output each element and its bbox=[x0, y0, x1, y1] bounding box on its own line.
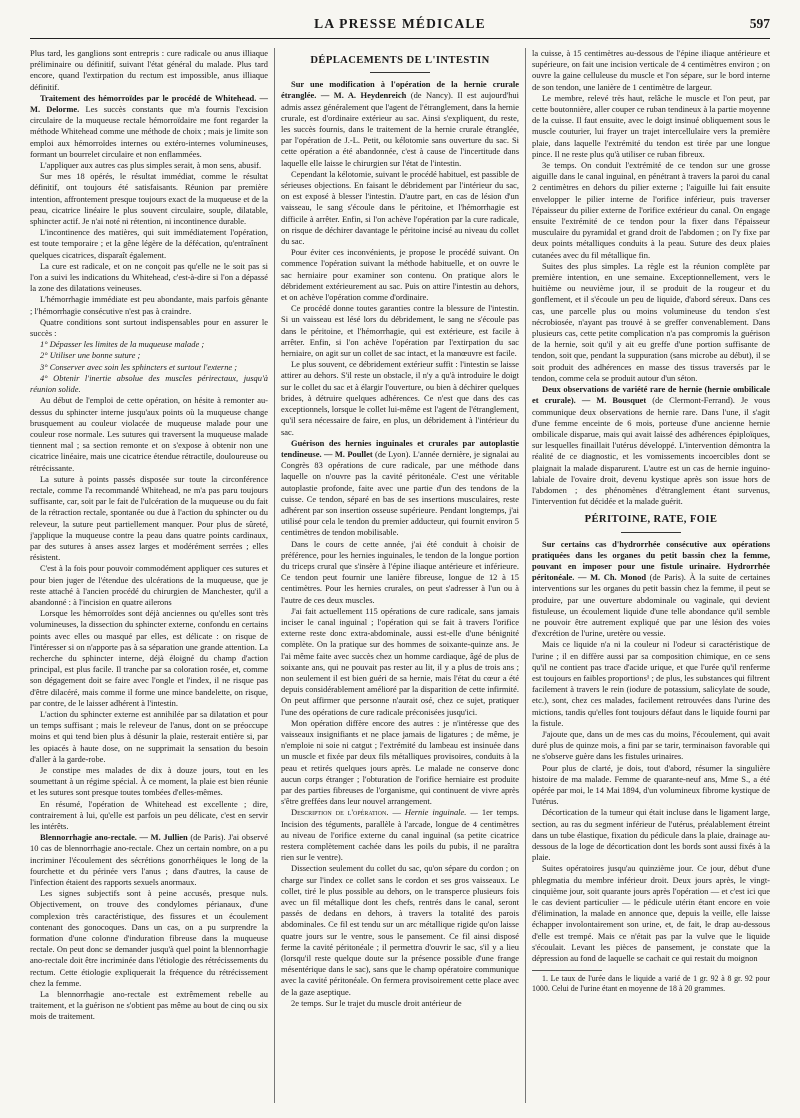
column-right bbox=[532, 48, 770, 1106]
list-item bbox=[30, 373, 268, 395]
paragraph: la cuisse, à 15 centimètres au-dessous de l'épine iliaque antérieure et supérieure, on fait une incision verticale de 4 centimètres environ ; on ouvre la gaine celluleuse du muscle et l'on sépare, sur le bord interne de son tendon, une lanière de 1 centimètre de largeur. bbox=[532, 48, 770, 92]
paragraph: L'action du sphincter externe est annihilée par sa dilatation et pour un temps suffisant ; mais le releveur de l'anus, dont on se préoccupe moins et qui tend bien plus à désunir la plaie, resterait entière si, par les opiacés à haute dose, on ne supprimait la sensation du besoin d'aller à la garde-robe. bbox=[30, 708, 268, 764]
paragraph-text: Les succès constants que m'a fournis l'excision circulaire de la muqueuse rectale hémorroïdaire me font regarder la méthode Whitehead comme une méthode de choix ; mais je limite son emploi aux hémorroïdes internes ou extéro-internes volumineuses, formant un bourrelet circulaire et non enflammées. bbox=[30, 104, 268, 159]
paragraph-text: (de Paris). J'ai observé 10 cas de blennorrhagie ano-rectale. Chez un certain nombre, on a pu incriminer l'écoulement des sécrétions gonorrhéiques le long de la fourchette et du périnée vers l'anus ; dans d'autres, la cause de l'infection étaient des rapports sexuels anormaux. bbox=[30, 832, 268, 888]
paragraph: Décortication de la tumeur qui était incluse dans le ligament large, section, au ras du segment inférieur de l'utérus, préalablement étreint dans un tube élastique, fixation du pédicule dans la plaie, drainage au-dessous de la loge de décortication dont les bords sont aussi fixés à la plaie. bbox=[532, 807, 770, 863]
paragraph-text: (de Clermont-Ferrand). Je vous communique deux observations de hernie rare. Dans l'une, il s'agit d'une femme enceinte de 6 mois, porteuse d'une ancienne hernie ombilicale disparue, mais qui avait laissé des adhérences épiploïques, sur lesquelles finaillait l'utérus développé. L'intervention démontra la réalité de ce diagnostic, et les vomissements incoercibles dont se plaignait la malade disparurent. L'autre est un cas de hernie inguino-labiale de l'ovaire droit, devenu kystique après son issue hors de l'abdomen ; des phénomènes d'étranglement étant survenus, l'intervention fut décidée et la malade guérit. bbox=[532, 395, 770, 507]
paragraph: Sur mes 18 opérés, le résultat immédiat, comme le résultat définitif, ont toujours été satisfaisants. Réunion par première intention, affrontement presque toujours exact de la muqueuse et de la peau, cicatrice linéaire le plus souvent circulaire, souple, dilatable, sphincter actif. Je n'ai noté ni rétention, ni incontinence durable. bbox=[30, 171, 268, 227]
article-heading: Sur une modification à l'opération de la hernie crurale étranglée. — M. A. Heydenreich bbox=[281, 79, 519, 101]
list-item bbox=[30, 350, 268, 361]
paragraph: Les signes subjectifs sont à peine accusés, presque nuls. Objectivement, on trouve des condylomes périanaux, d'une complexion très caractéristique, des fissures et un écoulement contenant des gonocoques. Dans un cas, on a pu surprendre la formation d'une colonne d'induration fibreuse dans la muqueuse rectale. On peut donc se demander jusqu'à quel point la blennorrhagie ano-rectale doit être incriminée dans l'étiologie des rétrécissements du rectum. Cette étiologie expliquerait la fréquence du rétrécissement chez la femme. bbox=[30, 888, 268, 988]
description-label: Description de l'opération. — bbox=[291, 807, 401, 818]
paragraph: Le membre, relevé très haut, relâche le muscle et l'on peut, par cette boutonnière, aller couper ce ruban tendineux à la partie moyenne de la cuisse. Il faut ensuite, avec le doigt insinué obliquement sous le muscle couturier, lui frayer un trajet intercellulaire vers la première plaie, dans laquelle l'extrémité du tendon est tirée par une longue pince. Il ne reste plus qu'à utiliser ce ruban fibreux. bbox=[532, 92, 770, 159]
list-item-text: 1° Dépasser les limites de la muqueuse malade ; bbox=[40, 339, 205, 350]
paragraph-text: 1er temps. Incision des téguments, parallèle à l'arcade, longue de 4 centimètres au niveau de l'orifice externe du canal inguinal (sa petite cicatrice restera complètement cachée dans les poils du pubis, il ne paraîtra rien sur le ventre). bbox=[281, 807, 519, 863]
article-hernie-rare bbox=[532, 384, 770, 507]
article-whitehead bbox=[30, 93, 268, 160]
paragraph: Pour plus de clarté, je dois, tout d'abord, résumer la singulière histoire de ma malade. Femme de quarante-neuf ans, Mme S., a été opérée par moi, le 14 Mai 1894, d'un volumineux fibrome kystique de l'utérus. bbox=[532, 762, 770, 807]
paragraph: La cure est radicale, et on ne conçoit pas qu'elle ne le soit pas si l'on a suivi les indications du Whitehead, c'est-à-dire si l'on a dépassé la zone des dilatations veineuses. bbox=[30, 260, 268, 294]
list-item-text: 3° Conserver avec soin les sphincters et surtout l'externe ; bbox=[40, 361, 238, 372]
journal-title: LA PRESSE MÉDICALE bbox=[314, 16, 486, 31]
paragraph: En résumé, l'opération de Whitehead est excellente ; dire, contrairement à lui, qu'elle est parfois un peu délicate, c'est en servir les intérêts. bbox=[30, 798, 268, 832]
list-item bbox=[30, 362, 268, 373]
paragraph: Quatre conditions sont surtout indispensables pour en assurer le succès : bbox=[30, 316, 268, 339]
article-heading: Guérison des hernies inguinales et crurales par autoplastie tendineuse. — M. Poullet bbox=[281, 437, 519, 459]
paragraph: Lorsque les hémorroïdes sont déjà anciennes ou qu'elles sont très volumineuses, la dissection du sphincter externe, confondu en certains points avec elles ou masqué par elles, est délicate : on risque de l'intéresser si on n'apporte pas à sa séparation une grande attention. La recherche du sphincter interne, déjà éloigné du champ d'action principal, est plus facile. Il tranche par sa coloration rosée, et, comme son dégagement doit se faire avec l'ongle et l'index, il ne risque pas d'être dilacéré, mais comme il forme une mince bandelette, on risque, par contre, de le laisser adhérent à l'intestin. bbox=[30, 608, 268, 708]
list-item-text: 2° Utiliser une bonne suture ; bbox=[40, 350, 141, 361]
paragraph: Plus tard, les ganglions sont entrepris : cure radicale ou anus illiaque préliminaire ou définitif, suivant l'état général du malade. Plus tard encore, quand l'extirpation du rectum est impossible, anus illiaque définitif. bbox=[30, 48, 268, 92]
paragraph: J'ai fait actuellement 115 opérations de cure radicale, sans jamais inciser le canal inguinal ; l'opération qui se fait à travers l'orifice externe reste donc extra-abdominale, aussi est-elle d'une bénignité complète. On la pratique sur des hommes de soixante-quinze ans. Je l'ai même faite avec succès chez un homme cardiaque, âgé de plus de soixante ans, qui ne pouvait pas rester au lit, il y a plus de trois ans ; non seulement il est bien guéri de sa hernie, mais l'état du cœur a été depuis considérablement amélioré par la disparition de cette infirmité. On peut affirmer que personne n'aurait osé, chez ce sujet, pratiquer l'une des opérations de cure radicale préconisées jusqu'ici. bbox=[281, 605, 519, 717]
paragraph: La suture à points passés disposée sur toute la circonférence rectale, comme l'a recommandé Whitehead, ne m'a pas paru toujours suffisante, car, soit par le fait de l'ulcération de la muqueuse ou du fait de la rétraction rectale, spontanée ou due à l'action du sphincter ou du releveur, la suture peut partiellement manquer. Pour plus de sûreté, j'applique la muqueuse contre la peau dans quatre points cardinaux, par des sutures à anses assez larges et modérément serrées ; elles résistent. bbox=[30, 473, 268, 563]
section-rule bbox=[621, 532, 681, 533]
column-divider bbox=[274, 48, 275, 1103]
article-heading: Deux observations de variété rare de hernie (hernie ombilicale et crurale). — M. Bousquet bbox=[532, 384, 770, 406]
article-autoplastie bbox=[281, 438, 519, 539]
paragraph: Mon opération diffère encore des autres : je n'intéresse que des vaisseaux insignifiants et ne place jamais de ligatures ; de même, je n'emploie ni soie ni catgut ; l'extrémité du lambeau est insinuée dans un muscle et fixée par deux fils métalliques provisoires, conduits à la peau et retirés quelques jours après. Le malade ne conserve donc aucun corps étranger ; l'obturation de l'orifice herniaire est produite par des parties fibreuses de l'organisme, qui continuent de vivre après s'être greffées dans leur nouvel arrangement. bbox=[281, 717, 519, 807]
paragraph-text: (de Lyon). L'année dernière, je signalai au Congrès 83 opérations de cure radicale, par une méthode dans laquelle on n'ouvre pas la cavité péritonéale. C'est une véritable autoplastie profonde, faite avec une partie d'un des tendons de la cuisse. Ce tendon, séparé en bas de ses insertions musculaires, reste adhérent par son insertion osseuse supérieure. Pendant longtemps, j'ai utilisé pour cela le tendon du premier adducteur, qui fournit environ 5 centimètres de tendon mobilisable. bbox=[281, 448, 519, 538]
article-heading: Traitement des hémorroïdes par le procédé de Whitehead. — M. Delorme. bbox=[30, 92, 268, 115]
list-item bbox=[30, 339, 268, 350]
paragraph: L'incontinence des matières, qui suit immédiatement l'opération, est toute temporaire ; et la gêne légère de la défécation, qu'entraînent quelques cicatrices, disparaît également. bbox=[30, 227, 268, 260]
article-blennorrhagie bbox=[30, 832, 268, 888]
article-heading: Sur certains cas d'hydrorrhée consécutive aux opérations pratiquées dans les organes du petit bassin chez la femme, pouvant en imposer pour une fistule urinaire. Hydrorrhée péritonéale. — M. Ch. Monod bbox=[532, 538, 770, 583]
paragraph: Au début de l'emploi de cette opération, on hésite à remonter au-dessus du sphincter interne jusqu'aux points où la muqueuse change brusquement au couleur violacée de muqueuse malade pour une couleur rose normale. Les sutures qui traversent la muqueuse malade tiennent mal ; sa section remonte et on s'expose à obtenir non une cicatrice linéaire, mais une cicatrice étendue rétractile, douloureuse ou rétrécissante. bbox=[30, 395, 268, 473]
section-rule bbox=[370, 72, 430, 73]
column-left bbox=[30, 48, 268, 1106]
article-heading: Blennorrhagie ano-rectale. — M. Jullien bbox=[40, 832, 188, 843]
paragraph: Dissection seulement du collet du sac, qu'on sépare du cordon ; on charge sur l'index ce collet sans le cordon et ses gros vaisseaux. Le collet, tiré le plus possible au dehors, on le transperce plusieurs fois avec un fil métallique dont les chefs, rentrés dans le canal, seront passés de dedans en dehors, à travers la totalité des parois abdominales. Ce fil est tendu sur un arc métallique rigide qu'on laisse quatre jours sur le ventre, sous le pansement. Ce fil ainsi disposé ferme la cavité péritonéale ; il permettra d'ouvrir le sac, s'il y a lieu (lorsqu'il reste quelque doute sur la présence possible d'une frange mésentérique dans le sac), sans que le champ opératoire communique avec la cavité péritonéale. On fermera provisoirement cette place avec de la gaze aseptique. bbox=[281, 863, 519, 997]
footnote: 1. Le taux de l'urée dans le liquide a varié de 1 gr. 92 à 8 gr. 92 pour 1000. Celui de l'urine étant en moyenne de 18 à 20 grammes. bbox=[532, 974, 770, 994]
paragraph-text: (de Nancy). Il est aujourd'hui admis assez généralement que l'agent de l'étranglement, dans la hernie crurale, est d'ordinaire extérieur au sac. Ainsi s'expliquent, du reste, les succès fournis, dans le traitement de la hernie crurale étranglée, par l'opération de J.-L. Petit, ou kélotomie sans ouverture du sac. Si cette opération a été abandonnée, c'est à cause de l'incertitude dans laquelle elle laisse le chirurgien sur l'état de l'intestin. bbox=[281, 90, 519, 168]
paragraph: Je constipe mes malades de dix à douze jours, tout en les soumettant à un régime spécial. À ce moment, la plaie est bien réunie et les sutures sont presque toutes tombées d'elles-mêmes. bbox=[30, 765, 268, 798]
list-item-text: 4° Obtenir l'inertie absolue des muscles périrectaux, jusqu'à réunion solide. bbox=[30, 372, 268, 395]
paragraph: 2e temps. Sur le trajet du muscle droit antérieur de bbox=[291, 997, 462, 1008]
paragraph: Suites opératoires jusqu'au quinzième jour. Ce jour, début d'une phlegmatia du membre inférieur droit. Deux jours après, le vingt-cinquième jour, soit quarante jours après l'opération — et c'est ici que le cas devient particulier — le pédicule utérin étant encore en voie d'élimination, la malade en annonce que, depuis la veille, elle laisse échapper involontairement son urine, et, de fait, le drap au-dessous d'elle est trempé. Mais ce n'était pas par la vulve que le liquide s'écoulait. Levant les pièces de pansement, je constate que la dépression au fond de laquelle se cachait ce qui restait du moignon bbox=[532, 863, 770, 964]
page-number: 597 bbox=[749, 16, 770, 31]
column-divider bbox=[525, 48, 526, 1103]
description-italic: Hernie inguinale. — bbox=[400, 807, 478, 818]
paragraph: C'est à la fois pour pouvoir commodément appliquer ces sutures et pour bien juger de l'étendue des ulcérations de la muqueuse, que je reste attaché à l'ancien procédé du chirurgien de Manchester, qu'il a abandonné : à l'incision en quatre ailerons bbox=[30, 563, 268, 607]
paragraph: Le plus souvent, ce débridement extérieur suffit : l'intestin se laisse attirer au dehors. S'il reste un obstacle, il n'y a qu'à introduire le doigt sur le collet du sac et à élargir l'ouverture, ou bien à déchirer quelques brides, à détruire quelques adhérences. Ce n'est que dans des cas exceptionnels, lorsque le collet lui-même est l'agent de l'étranglement, qu'il sera nécessaire de faire, en plus, un débridement à l'intérieur du sac. bbox=[281, 359, 519, 437]
paragraph: Cependant la kélotomie, suivant le procédé habituel, est passible de sérieuses objections. En faisant le débridement par l'intérieur du sac, on est exposé à blesser l'intestin. D'autre part, en cas de lésion d'un vaisseau, le sang s'écoule dans le péritoine, et l'hémorrhagie est difficile à arrêter. Enfin, si l'on achève l'opération par la cure radicale, on risque de déchirer davantage le péritoine incisé au niveau du collet du sac. bbox=[281, 168, 519, 247]
paragraph: L'appliquer aux autres cas plus simples serait, à mon sens, abusif. bbox=[40, 160, 262, 171]
section-title: DÉPLACEMENTS DE L'INTESTIN bbox=[310, 55, 490, 66]
paragraph: La blennorrhagie ano-rectale est extrêmement rebelle au traitement, et la guérison ne s'obtient pas même au bout de cinq ou six mois de traitement. bbox=[30, 989, 268, 1022]
paragraph-text: (de Paris). À la suite de certaines interventions sur les organes du petit bassin chez la femme, il peut se produire, par une ouverture abdominale ou vaginale, qui devient fistuleuse, un écoulement liquide d'une telle abondance qu'il semble ne pouvoir être autrement expliqué que par une lésion des voies d'excrétion de l'urine, uretère ou vessie. bbox=[532, 572, 770, 639]
column-middle bbox=[281, 48, 519, 1106]
paragraph: Mais ce liquide n'a ni la couleur ni l'odeur si caractéristique de l'urine ; il en diffère aussi par sa composition chimique, en ce sens qu'il ne contient pas trace d'acide urique, et que l'urée qu'il renferme est toujours en faibles proportions¹ ; de plus, les substances qui filtrent facilement à travers le rein (iodure de potassium, salicylate de soude, etc.), sont, chez ces malades, facilement retrouvées dans l'urine des mictions, tandis qu'elles font toujours défaut dans le liquide fourni par la fistule. bbox=[532, 639, 770, 728]
footnote-rule bbox=[532, 970, 602, 971]
paragraph: L'hémorrhagie immédiate est peu abondante, mais parfois gênante ; l'hémorrhagie consécutive n'est pas à craindre. bbox=[30, 294, 268, 316]
paragraph: J'ajoute que, dans un de mes cas du moins, l'écoulement, qui avait duré plus de quinze mois, a fini par se tarir, terminaison favorable qui ne s'observe guère dans les fistules urinaires. bbox=[532, 728, 770, 762]
paragraph: Dans le cours de cette année, j'ai été conduit à choisir de préférence, pour les hernies inguinales, le tendon de la longue portion du triceps crural que s'insère à l'épine iliaque antérieure et inférieure. Ce tendon peut fournir une lanière fibreuse, longue de 12 à 15 centimètres. Pour les hernies crurales, on peut s'adresser à l'un ou à l'autre de ces deux muscles. bbox=[281, 538, 519, 605]
paragraph: 3e temps. On conduit l'extrémité de ce tendon sur une grosse aiguille dans le canal inguinal, en pénétrant à travers la paroi du canal 2 centimètres en dehors du pilier externe ; l'aiguille lui fait ensuite envelopper le pilier interne de l'orifice inférieur, puis traverser l'épaisseur du pilier externe de l'orifice extérieur du canal. On engage ensuite l'extrémité de ce tendon pour la fixer dans l'épaisseur musculaire du pyramidal et grand droit de l'abdomen ; on l'y fixe par deux points métalliques conduits à la peau. Suture des deux plaies cutanées avec du fil métallique fin. bbox=[532, 160, 770, 260]
paragraph: Suites des plus simples. La règle est la réunion complète par première intention, en une semaine. Exceptionnellement, vers le huitième ou neuvième jour, il se produit de la rougeur et du gonflement, et il s'écoule un peu de liquide, d'abord séreux. Dans ces cas, une parcelle plus ou moins volumineuse du tendon s'est nécrobiosée, n'ayant pas trouvé à se greffer convenablement. Dans plusieurs cas, cette petite complication n'a pas compromis la guérison de la hernie, soit qu'il y ait eu greffe d'une portion suffisante de tendon, soit que, pendant la suppuration (sans microbe au début), il se soit produit des adhérences en masse des tissus traversés par le tendon, comme cela se produit autour d'un séton. bbox=[532, 260, 770, 383]
paragraph: Ce procédé donne toutes garanties contre la blessure de l'intestin. Si un vaisseau est lésé lors du débridement, le sang ne s'écoule pas dans le péritoine, et l'hémorrhagie, qui est extérieure, est facile à arrêter. Enfin, si l'on achève l'opération par l'extirpation du sac herniaire, on agit sur un collet de sac intact, et la manœuvre est facile. bbox=[281, 303, 519, 359]
paragraph-description bbox=[281, 807, 519, 863]
article-hydrorrhee bbox=[532, 539, 770, 640]
paragraph: Pour éviter ces inconvénients, je propose le procédé suivant. On commence l'opération suivant la méthode habituelle, et on ouvre le sac herniaire pour examiner son contenu. On pratique alors le débridement extérieurement au sac. Puis on attire l'intestin au dehors, et on achève l'opération comme d'ordinaire. bbox=[281, 247, 519, 303]
article-hernie-crurale bbox=[281, 79, 519, 169]
running-header bbox=[30, 12, 770, 39]
section-title: PÉRITOINE, RATE, FOIE bbox=[584, 514, 718, 526]
